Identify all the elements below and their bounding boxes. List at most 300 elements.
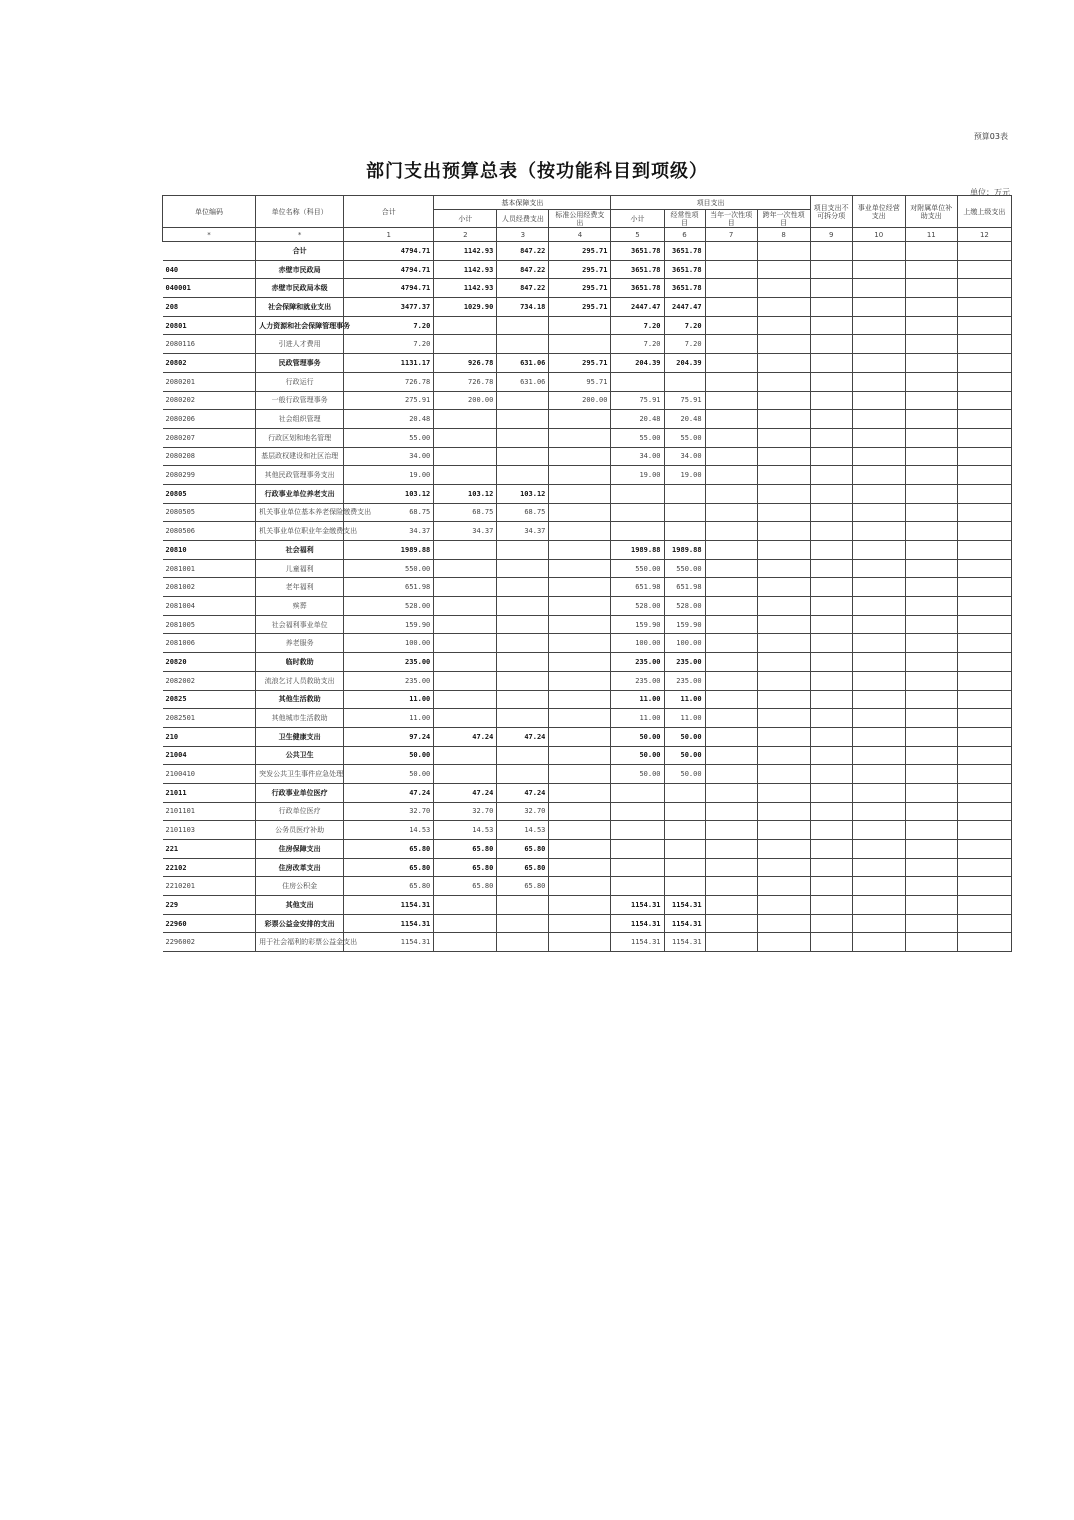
cell-total: 651.98 bbox=[344, 578, 434, 597]
cell-to-superior bbox=[957, 279, 1011, 298]
cell-public-std bbox=[549, 335, 611, 354]
cell-project-subtotal: 11.00 bbox=[611, 690, 664, 709]
cell-total: 550.00 bbox=[344, 559, 434, 578]
cell-personnel bbox=[497, 391, 549, 410]
cell-public-std: 295.71 bbox=[549, 260, 611, 279]
cell-total: 65.80 bbox=[344, 840, 434, 859]
cell-total: 100.00 bbox=[344, 634, 434, 653]
cell-personnel bbox=[497, 914, 549, 933]
cell-basic-subtotal bbox=[434, 896, 497, 915]
cell-public-std: 295.71 bbox=[549, 279, 611, 298]
cell-basic-subtotal bbox=[434, 653, 497, 672]
cell-basic-subtotal bbox=[434, 335, 497, 354]
table-row bbox=[163, 858, 1012, 877]
cell-project-subtotal bbox=[611, 840, 664, 859]
cell-personnel: 103.12 bbox=[497, 484, 549, 503]
col-unit-code: 单位编码 bbox=[163, 196, 256, 228]
cell-unit-code: 2081002 bbox=[163, 578, 256, 597]
cell-subsidy-lower bbox=[905, 597, 957, 616]
cell-one-time-current bbox=[705, 260, 757, 279]
cell-recurring bbox=[664, 522, 705, 541]
cell-unit-name: 其他民政管理事务支出 bbox=[256, 466, 344, 485]
cell-to-superior bbox=[957, 260, 1011, 279]
table-row bbox=[163, 746, 1012, 765]
cell-one-time-current bbox=[705, 765, 757, 784]
cell-one-time-current bbox=[705, 821, 757, 840]
cell-unit-code: 2081001 bbox=[163, 559, 256, 578]
cell-total: 4794.71 bbox=[344, 260, 434, 279]
cell-basic-subtotal: 65.80 bbox=[434, 858, 497, 877]
cell-public-std: 295.71 bbox=[549, 354, 611, 373]
cell-public-institution bbox=[852, 484, 905, 503]
cell-personnel bbox=[497, 690, 549, 709]
cell-recurring: 1154.31 bbox=[664, 896, 705, 915]
cell-one-time-current bbox=[705, 727, 757, 746]
cell-subsidy-lower bbox=[905, 858, 957, 877]
col-recurring: 经常性项目 bbox=[664, 210, 705, 228]
cell-public-institution bbox=[852, 522, 905, 541]
cell-unit-code: 040 bbox=[163, 260, 256, 279]
cell-recurring bbox=[664, 783, 705, 802]
cell-public-std bbox=[549, 522, 611, 541]
col-public-std: 标准公用经费支出 bbox=[549, 210, 611, 228]
table-row bbox=[163, 821, 1012, 840]
cell-to-superior bbox=[957, 933, 1011, 952]
cell-basic-subtotal bbox=[434, 746, 497, 765]
table-row bbox=[163, 484, 1012, 503]
cell-public-institution bbox=[852, 914, 905, 933]
cell-personnel bbox=[497, 896, 549, 915]
cell-unit-name: 民政管理事务 bbox=[256, 354, 344, 373]
cell-unit-name: 其他城市生活救助 bbox=[256, 709, 344, 728]
cell-one-time-multi bbox=[757, 597, 810, 616]
index-cell: * bbox=[256, 228, 344, 242]
cell-unit-code: 2082501 bbox=[163, 709, 256, 728]
cell-personnel: 734.18 bbox=[497, 298, 549, 317]
cell-public-institution bbox=[852, 858, 905, 877]
cell-project-subtotal bbox=[611, 802, 664, 821]
cell-to-superior bbox=[957, 840, 1011, 859]
cell-unit-name: 社会福利 bbox=[256, 541, 344, 560]
cell-non-splittable bbox=[810, 802, 852, 821]
cell-one-time-current bbox=[705, 484, 757, 503]
cell-unit-code: 221 bbox=[163, 840, 256, 859]
cell-to-superior bbox=[957, 597, 1011, 616]
cell-public-std bbox=[549, 840, 611, 859]
cell-unit-name: 临时救助 bbox=[256, 653, 344, 672]
cell-public-institution bbox=[852, 896, 905, 915]
cell-project-subtotal: 3651.78 bbox=[611, 242, 664, 261]
cell-public-institution bbox=[852, 410, 905, 429]
cell-recurring: 235.00 bbox=[664, 653, 705, 672]
cell-public-institution bbox=[852, 316, 905, 335]
cell-unit-name: 行政事业单位养老支出 bbox=[256, 484, 344, 503]
index-cell: 5 bbox=[611, 228, 664, 242]
col-project-subtotal: 小计 bbox=[611, 210, 664, 228]
cell-recurring bbox=[664, 484, 705, 503]
cell-basic-subtotal: 1142.93 bbox=[434, 242, 497, 261]
cell-basic-subtotal: 1029.90 bbox=[434, 298, 497, 317]
cell-public-institution bbox=[852, 783, 905, 802]
cell-one-time-current bbox=[705, 447, 757, 466]
cell-subsidy-lower bbox=[905, 260, 957, 279]
cell-non-splittable bbox=[810, 410, 852, 429]
cell-to-superior bbox=[957, 877, 1011, 896]
cell-one-time-multi bbox=[757, 298, 810, 317]
table-row bbox=[163, 522, 1012, 541]
cell-public-std bbox=[549, 727, 611, 746]
unit-label: 单位：万元 bbox=[970, 188, 1010, 197]
cell-public-institution bbox=[852, 428, 905, 447]
cell-unit-name: 赤壁市民政局本级 bbox=[256, 279, 344, 298]
cell-one-time-current bbox=[705, 578, 757, 597]
cell-unit-name: 突发公共卫生事件应急处理 bbox=[256, 765, 344, 784]
cell-project-subtotal: 50.00 bbox=[611, 746, 664, 765]
cell-one-time-current bbox=[705, 746, 757, 765]
cell-personnel: 847.22 bbox=[497, 242, 549, 261]
cell-public-institution bbox=[852, 690, 905, 709]
cell-recurring: 34.00 bbox=[664, 447, 705, 466]
cell-personnel: 847.22 bbox=[497, 260, 549, 279]
cell-public-institution bbox=[852, 298, 905, 317]
cell-unit-name: 其他生活救助 bbox=[256, 690, 344, 709]
cell-basic-subtotal: 65.80 bbox=[434, 840, 497, 859]
cell-to-superior bbox=[957, 746, 1011, 765]
table-row bbox=[163, 671, 1012, 690]
cell-subsidy-lower bbox=[905, 522, 957, 541]
cell-total: 11.00 bbox=[344, 709, 434, 728]
cell-one-time-multi bbox=[757, 559, 810, 578]
cell-basic-subtotal bbox=[434, 933, 497, 952]
cell-to-superior bbox=[957, 354, 1011, 373]
cell-subsidy-lower bbox=[905, 914, 957, 933]
cell-public-institution bbox=[852, 503, 905, 522]
cell-one-time-multi bbox=[757, 316, 810, 335]
cell-total: 1154.31 bbox=[344, 933, 434, 952]
cell-to-superior bbox=[957, 522, 1011, 541]
col-to-superior: 上缴上级支出 bbox=[957, 196, 1011, 228]
cell-unit-code: 2080207 bbox=[163, 428, 256, 447]
cell-recurring: 235.00 bbox=[664, 671, 705, 690]
col-basic-subtotal: 小计 bbox=[434, 210, 497, 228]
cell-one-time-multi bbox=[757, 727, 810, 746]
cell-unit-code: 21011 bbox=[163, 783, 256, 802]
cell-total: 4794.71 bbox=[344, 279, 434, 298]
cell-one-time-multi bbox=[757, 391, 810, 410]
cell-subsidy-lower bbox=[905, 578, 957, 597]
table-row bbox=[163, 316, 1012, 335]
cell-basic-subtotal: 200.00 bbox=[434, 391, 497, 410]
cell-total: 159.90 bbox=[344, 615, 434, 634]
cell-to-superior bbox=[957, 335, 1011, 354]
cell-recurring bbox=[664, 840, 705, 859]
cell-basic-subtotal: 47.24 bbox=[434, 783, 497, 802]
cell-subsidy-lower bbox=[905, 746, 957, 765]
cell-non-splittable bbox=[810, 578, 852, 597]
cell-to-superior bbox=[957, 765, 1011, 784]
cell-basic-subtotal bbox=[434, 690, 497, 709]
cell-recurring: 204.39 bbox=[664, 354, 705, 373]
cell-non-splittable bbox=[810, 597, 852, 616]
cell-to-superior bbox=[957, 447, 1011, 466]
cell-basic-subtotal bbox=[434, 316, 497, 335]
cell-project-subtotal: 7.20 bbox=[611, 316, 664, 335]
cell-project-subtotal: 100.00 bbox=[611, 634, 664, 653]
cell-recurring: 1154.31 bbox=[664, 914, 705, 933]
table-row bbox=[163, 242, 1012, 261]
cell-unit-code: 22960 bbox=[163, 914, 256, 933]
cell-project-subtotal: 20.48 bbox=[611, 410, 664, 429]
cell-to-superior bbox=[957, 298, 1011, 317]
cell-total: 235.00 bbox=[344, 653, 434, 672]
cell-unit-code: 20810 bbox=[163, 541, 256, 560]
cell-recurring: 19.00 bbox=[664, 466, 705, 485]
cell-unit-code: 2296002 bbox=[163, 933, 256, 952]
cell-public-institution bbox=[852, 653, 905, 672]
table-row bbox=[163, 802, 1012, 821]
cell-to-superior bbox=[957, 316, 1011, 335]
cell-public-std bbox=[549, 634, 611, 653]
cell-to-superior bbox=[957, 858, 1011, 877]
cell-to-superior bbox=[957, 410, 1011, 429]
cell-basic-subtotal bbox=[434, 466, 497, 485]
cell-subsidy-lower bbox=[905, 484, 957, 503]
cell-basic-subtotal bbox=[434, 541, 497, 560]
cell-personnel bbox=[497, 428, 549, 447]
index-cell: 3 bbox=[497, 228, 549, 242]
cell-non-splittable bbox=[810, 653, 852, 672]
cell-non-splittable bbox=[810, 372, 852, 391]
cell-one-time-current bbox=[705, 466, 757, 485]
cell-to-superior bbox=[957, 578, 1011, 597]
cell-unit-name: 彩票公益金安排的支出 bbox=[256, 914, 344, 933]
cell-non-splittable bbox=[810, 279, 852, 298]
table-row bbox=[163, 391, 1012, 410]
cell-to-superior bbox=[957, 802, 1011, 821]
cell-unit-name: 机关事业单位职业年金缴费支出 bbox=[256, 522, 344, 541]
cell-total: 726.78 bbox=[344, 372, 434, 391]
cell-personnel bbox=[497, 671, 549, 690]
cell-public-institution bbox=[852, 709, 905, 728]
cell-recurring: 550.00 bbox=[664, 559, 705, 578]
cell-non-splittable bbox=[810, 260, 852, 279]
cell-unit-name: 社会福利事业单位 bbox=[256, 615, 344, 634]
cell-unit-name: 养老服务 bbox=[256, 634, 344, 653]
cell-unit-code: 2101103 bbox=[163, 821, 256, 840]
cell-personnel bbox=[497, 709, 549, 728]
cell-to-superior bbox=[957, 503, 1011, 522]
cell-unit-name: 赤壁市民政局 bbox=[256, 260, 344, 279]
cell-recurring: 11.00 bbox=[664, 690, 705, 709]
table-row bbox=[163, 260, 1012, 279]
cell-total: 4794.71 bbox=[344, 242, 434, 261]
cell-public-std bbox=[549, 858, 611, 877]
cell-basic-subtotal: 1142.93 bbox=[434, 279, 497, 298]
cell-one-time-multi bbox=[757, 503, 810, 522]
cell-unit-name: 儿童福利 bbox=[256, 559, 344, 578]
index-cell: 4 bbox=[549, 228, 611, 242]
cell-recurring: 1989.88 bbox=[664, 541, 705, 560]
cell-unit-code: 2081005 bbox=[163, 615, 256, 634]
cell-basic-subtotal: 1142.93 bbox=[434, 260, 497, 279]
cell-unit-code: 20820 bbox=[163, 653, 256, 672]
cell-public-std bbox=[549, 316, 611, 335]
cell-unit-name: 社会组织管理 bbox=[256, 410, 344, 429]
cell-personnel bbox=[497, 597, 549, 616]
cell-one-time-multi bbox=[757, 765, 810, 784]
cell-unit-code: 20802 bbox=[163, 354, 256, 373]
cell-unit-code: 2081004 bbox=[163, 597, 256, 616]
cell-one-time-current bbox=[705, 559, 757, 578]
cell-non-splittable bbox=[810, 522, 852, 541]
cell-unit-name: 公务员医疗补助 bbox=[256, 821, 344, 840]
index-cell: 2 bbox=[434, 228, 497, 242]
cell-recurring: 100.00 bbox=[664, 634, 705, 653]
table-row bbox=[163, 597, 1012, 616]
cell-subsidy-lower bbox=[905, 410, 957, 429]
cell-recurring: 159.90 bbox=[664, 615, 705, 634]
cell-personnel bbox=[497, 578, 549, 597]
cell-to-superior bbox=[957, 653, 1011, 672]
cell-non-splittable bbox=[810, 242, 852, 261]
cell-subsidy-lower bbox=[905, 896, 957, 915]
cell-one-time-multi bbox=[757, 671, 810, 690]
cell-one-time-current bbox=[705, 410, 757, 429]
cell-one-time-multi bbox=[757, 653, 810, 672]
cell-one-time-multi bbox=[757, 522, 810, 541]
cell-recurring: 55.00 bbox=[664, 428, 705, 447]
cell-unit-code: 2210201 bbox=[163, 877, 256, 896]
cell-basic-subtotal bbox=[434, 634, 497, 653]
cell-non-splittable bbox=[810, 858, 852, 877]
cell-one-time-current bbox=[705, 858, 757, 877]
cell-one-time-current bbox=[705, 653, 757, 672]
cell-public-institution bbox=[852, 765, 905, 784]
cell-public-std bbox=[549, 933, 611, 952]
cell-non-splittable bbox=[810, 428, 852, 447]
cell-subsidy-lower bbox=[905, 354, 957, 373]
table-row bbox=[163, 279, 1012, 298]
cell-recurring bbox=[664, 821, 705, 840]
cell-total: 1989.88 bbox=[344, 541, 434, 560]
table-row bbox=[163, 914, 1012, 933]
cell-public-std bbox=[549, 503, 611, 522]
cell-personnel bbox=[497, 466, 549, 485]
cell-one-time-multi bbox=[757, 541, 810, 560]
col-one-time-current: 当年一次性项目 bbox=[705, 210, 757, 228]
cell-one-time-multi bbox=[757, 354, 810, 373]
index-row bbox=[163, 228, 1012, 242]
cell-subsidy-lower bbox=[905, 727, 957, 746]
cell-to-superior bbox=[957, 709, 1011, 728]
cell-unit-code: 208 bbox=[163, 298, 256, 317]
cell-basic-subtotal: 726.78 bbox=[434, 372, 497, 391]
cell-public-institution bbox=[852, 671, 905, 690]
cell-one-time-multi bbox=[757, 783, 810, 802]
cell-subsidy-lower bbox=[905, 447, 957, 466]
cell-personnel bbox=[497, 933, 549, 952]
cell-subsidy-lower bbox=[905, 634, 957, 653]
cell-recurring: 651.98 bbox=[664, 578, 705, 597]
cell-total: 11.00 bbox=[344, 690, 434, 709]
cell-recurring: 3651.78 bbox=[664, 279, 705, 298]
cell-recurring bbox=[664, 802, 705, 821]
col-total: 合计 bbox=[344, 196, 434, 228]
col-one-time-multi: 跨年一次性项目 bbox=[757, 210, 810, 228]
cell-subsidy-lower bbox=[905, 503, 957, 522]
cell-one-time-multi bbox=[757, 447, 810, 466]
cell-unit-name: 合计 bbox=[256, 242, 344, 261]
cell-subsidy-lower bbox=[905, 391, 957, 410]
cell-project-subtotal: 1154.31 bbox=[611, 933, 664, 952]
cell-unit-name: 行政区划和地名管理 bbox=[256, 428, 344, 447]
cell-recurring bbox=[664, 877, 705, 896]
cell-to-superior bbox=[957, 783, 1011, 802]
cell-total: 275.91 bbox=[344, 391, 434, 410]
cell-project-subtotal: 1154.31 bbox=[611, 914, 664, 933]
cell-total: 50.00 bbox=[344, 746, 434, 765]
table-row bbox=[163, 354, 1012, 373]
cell-basic-subtotal: 68.75 bbox=[434, 503, 497, 522]
cell-one-time-current bbox=[705, 503, 757, 522]
cell-project-subtotal: 7.20 bbox=[611, 335, 664, 354]
cell-to-superior bbox=[957, 242, 1011, 261]
cell-project-subtotal: 3651.78 bbox=[611, 279, 664, 298]
cell-recurring: 50.00 bbox=[664, 746, 705, 765]
cell-unit-code bbox=[163, 242, 256, 261]
cell-public-std bbox=[549, 765, 611, 784]
budget-table bbox=[162, 195, 1012, 952]
cell-public-std bbox=[549, 783, 611, 802]
cell-project-subtotal bbox=[611, 877, 664, 896]
cell-one-time-multi bbox=[757, 821, 810, 840]
cell-subsidy-lower bbox=[905, 765, 957, 784]
cell-personnel bbox=[497, 316, 549, 335]
cell-one-time-multi bbox=[757, 746, 810, 765]
table-row bbox=[163, 335, 1012, 354]
cell-personnel: 631.06 bbox=[497, 354, 549, 373]
col-personnel: 人员经费支出 bbox=[497, 210, 549, 228]
cell-unit-name: 流浪乞讨人员救助支出 bbox=[256, 671, 344, 690]
cell-unit-code: 20825 bbox=[163, 690, 256, 709]
cell-to-superior bbox=[957, 914, 1011, 933]
table-row bbox=[163, 896, 1012, 915]
table-row bbox=[163, 783, 1012, 802]
table-row bbox=[163, 840, 1012, 859]
col-group-project: 项目支出 bbox=[611, 196, 810, 210]
cell-unit-name: 人力资源和社会保障管理事务 bbox=[256, 316, 344, 335]
cell-to-superior bbox=[957, 821, 1011, 840]
cell-public-std bbox=[549, 653, 611, 672]
cell-total: 1154.31 bbox=[344, 914, 434, 933]
cell-one-time-multi bbox=[757, 484, 810, 503]
cell-unit-name: 一般行政管理事务 bbox=[256, 391, 344, 410]
cell-project-subtotal: 528.00 bbox=[611, 597, 664, 616]
page-title: 部门支出预算总表（按功能科目到项级） bbox=[366, 161, 708, 182]
cell-to-superior bbox=[957, 615, 1011, 634]
cell-one-time-current bbox=[705, 709, 757, 728]
cell-unit-code: 2080202 bbox=[163, 391, 256, 410]
cell-to-superior bbox=[957, 727, 1011, 746]
index-cell: * bbox=[163, 228, 256, 242]
cell-subsidy-lower bbox=[905, 541, 957, 560]
cell-non-splittable bbox=[810, 709, 852, 728]
index-cell: 12 bbox=[957, 228, 1011, 242]
cell-subsidy-lower bbox=[905, 372, 957, 391]
cell-one-time-multi bbox=[757, 410, 810, 429]
index-cell: 1 bbox=[344, 228, 434, 242]
cell-subsidy-lower bbox=[905, 279, 957, 298]
